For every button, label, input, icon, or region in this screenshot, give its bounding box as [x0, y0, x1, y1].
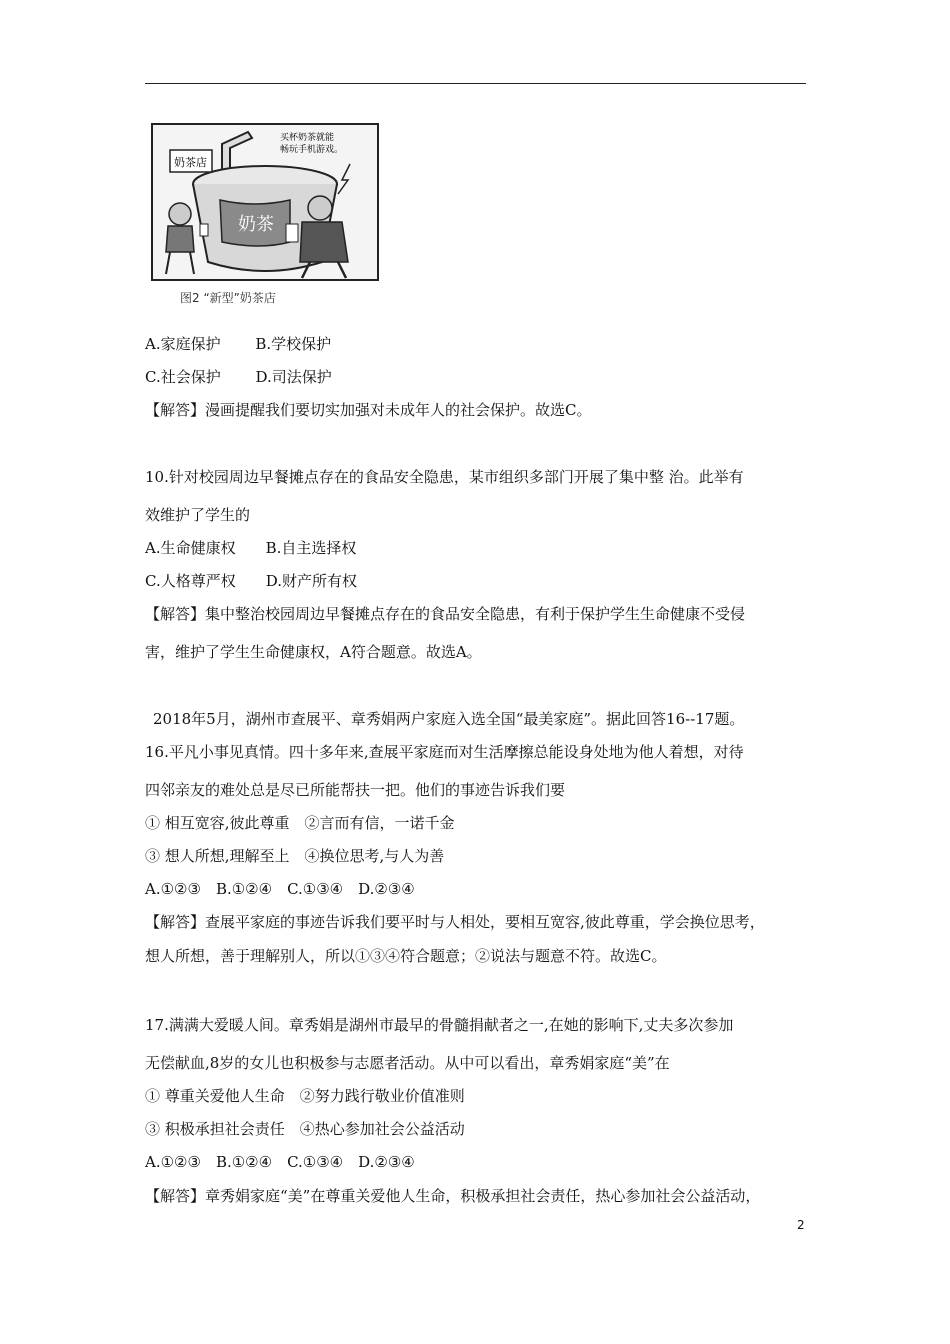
speech-line-1: 买杯奶茶就能 [280, 133, 335, 143]
q16-items-line-2: ③ 想人所想,理解至上 ④换位思考,与人为善 [145, 847, 445, 865]
q17-answer-line-1: 【解答】章秀娟家庭“美”在尊重关爱他人生命，积极承担社会责任，热心参加社会公益活动， [145, 1187, 761, 1205]
speech-line-2: 畅玩手机游戏。 [280, 145, 344, 155]
cartoon-illustration [150, 122, 382, 308]
q16-stem-line-1: 16.平凡小事见真情。四十多年来,查展平家庭而对生活摩擦总能设身处地为他人着想，对待 [145, 743, 744, 761]
q9-options-line-1: A.家庭保护 B.学校保护 [145, 335, 332, 353]
shop-sign: 奶茶店 [174, 156, 207, 169]
q10-stem-line-2: 效维护了学生的 [145, 506, 251, 524]
q17-items-line-2: ③ 积极承担社会责任 ④热心参加社会公益活动 [145, 1120, 465, 1138]
q10-stem-line-1: 10.针对校园周边早餐摊点存在的食品安全隐患，某市组织多部门开展了集中整 治。此举有 [145, 468, 744, 486]
cup-label: 奶茶 [238, 214, 274, 235]
q16-stem-line-2: 四邻亲友的难处总是尽已所能帮扶一把。他们的事迹告诉我们要 [145, 781, 566, 799]
q10-answer-line-2: 害，维护了学生生命健康权，A符合题意。故选A。 [145, 643, 482, 661]
page-number: 2 [797, 1218, 805, 1232]
section-intro: 2018年5月，湖州市查展平、章秀娟两户家庭入选全国“最美家庭”。据此回答16--17题。 [153, 710, 745, 728]
figure-caption: 图2 “新型”奶茶店 [180, 291, 276, 305]
q16-answer-line-1: 【解答】查展平家庭的事迹告诉我们要平时与人相处，要相互宽容,彼此尊重，学会换位思考， [145, 913, 765, 931]
q10-options-line-1: A.生命健康权 B.自主选择权 [145, 539, 357, 557]
q17-stem-line-2: 无偿献血,8岁的女儿也积极参与志愿者活动。从中可以看出，章秀娟家庭“美”在 [145, 1054, 670, 1072]
q9-options-line-2: C.社会保护 D.司法保护 [145, 368, 332, 386]
header-rule [145, 83, 806, 84]
q16-options: A.①②③ B.①②④ C.①③④ D.②③④ [145, 880, 415, 898]
q17-items-line-1: ① 尊重关爱他人生命 ②努力践行敬业价值准则 [145, 1087, 465, 1105]
q17-options: A.①②③ B.①②④ C.①③④ D.②③④ [145, 1153, 415, 1171]
q9-answer: 【解答】漫画提醒我们要切实加强对未成年人的社会保护。故选C。 [145, 401, 592, 419]
cartoon-figure [150, 122, 382, 308]
q10-answer-line-1: 【解答】集中整治校园周边早餐摊点存在的食品安全隐患，有利于保护学生生命健康不受侵 [145, 605, 746, 623]
q17-stem-line-1: 17.满满大爱暖人间。章秀娟是湖州市最早的骨髓捐献者之一,在她的影响下,丈夫多次参加 [145, 1016, 734, 1034]
q10-options-line-2: C.人格尊严权 D.财产所有权 [145, 572, 357, 590]
q16-answer-line-2: 想人所想，善于理解别人，所以①③④符合题意；②说法与题意不符。故选C。 [145, 947, 667, 965]
q16-items-line-1: ① 相互宽容,彼此尊重 ②言而有信，一诺千金 [145, 814, 455, 832]
